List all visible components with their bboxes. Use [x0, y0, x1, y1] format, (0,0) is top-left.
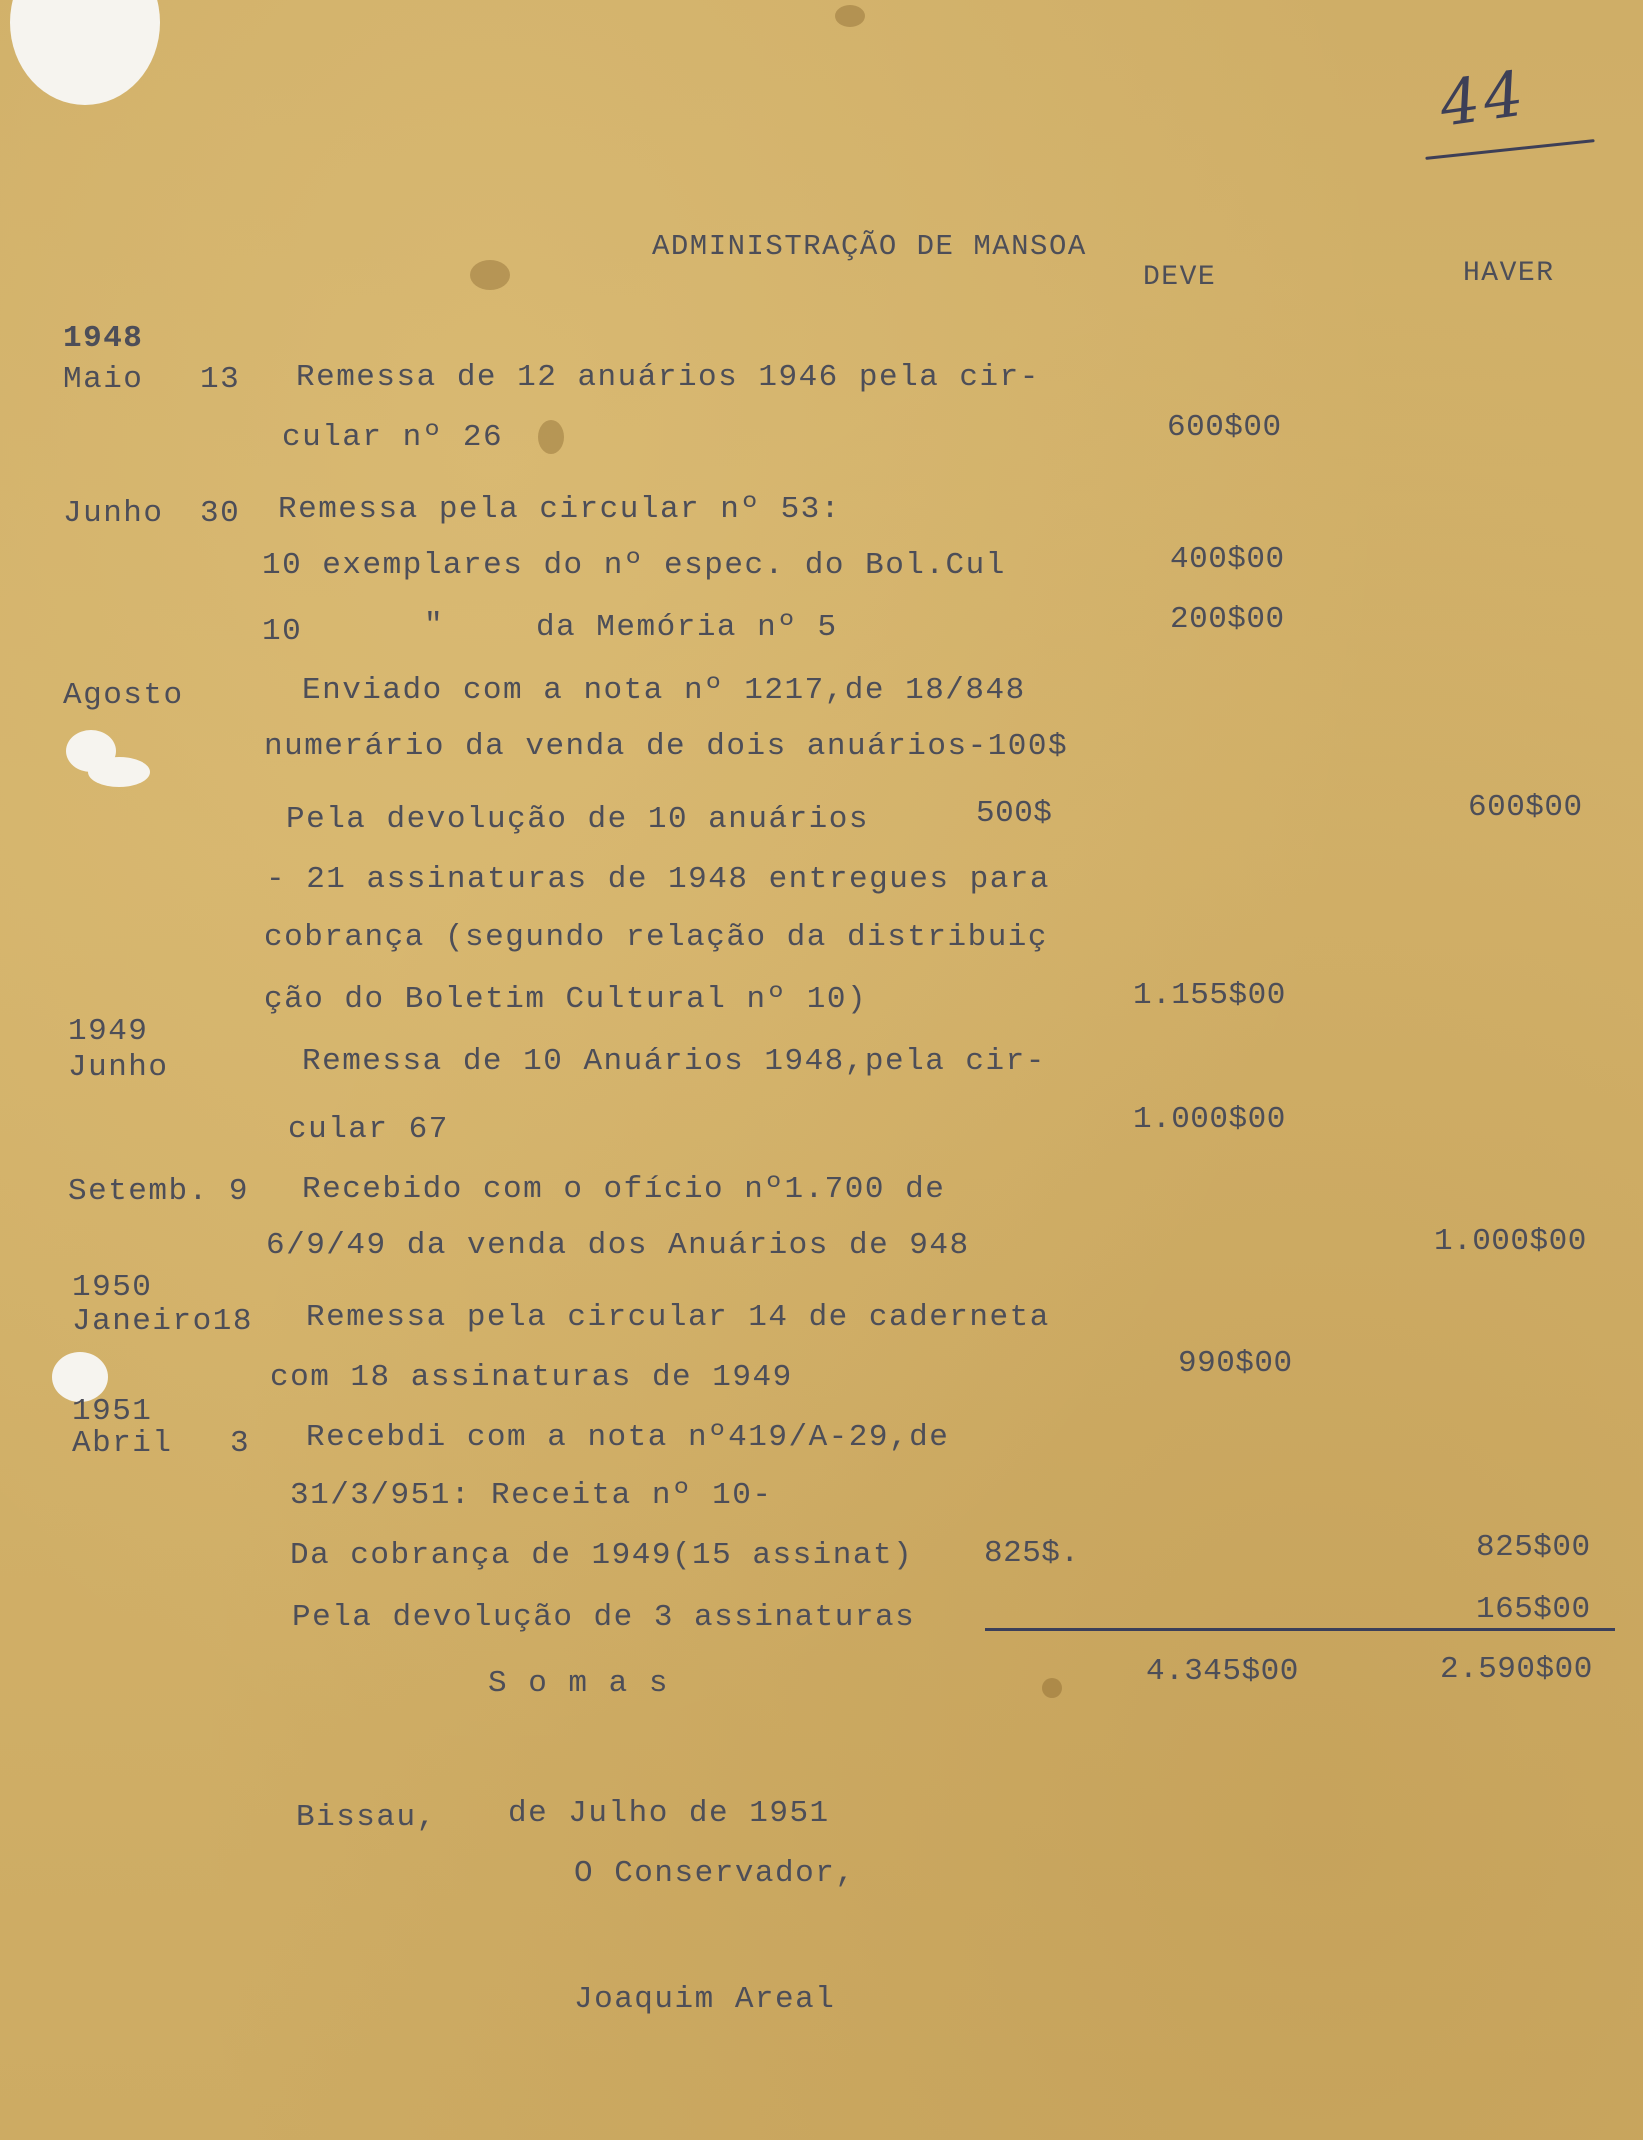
partial-amount: 825$.	[984, 1536, 1080, 1571]
entry-line: Remessa de 12 anuários 1946 pela cir-	[296, 360, 1040, 395]
entry-line: Recebdi com a nota nº419/A-29,de	[306, 1420, 950, 1455]
total-rule	[985, 1628, 1615, 1631]
entry-line: Remessa de 10 Anuários 1948,pela cir-	[302, 1044, 1046, 1079]
stain	[835, 5, 865, 27]
day-label: 13	[200, 362, 241, 397]
haver-amount: 165$00	[1476, 1592, 1591, 1627]
entry-line: cobrança (segundo relação da distribuiç	[264, 920, 1049, 955]
entry-line: Remessa pela circular 14 de caderneta	[306, 1300, 1050, 1335]
totals-label: S o m a s	[488, 1666, 669, 1701]
deve-amount: 400$00	[1170, 542, 1285, 577]
entry-line: Remessa pela circular nº 53:	[278, 492, 841, 527]
month-label: Maio	[63, 362, 144, 397]
role-label: O Conservador,	[574, 1856, 856, 1891]
folio-underline	[1425, 139, 1594, 160]
entry-line: 10	[262, 614, 303, 649]
year-label: 1949	[68, 1014, 149, 1049]
haver-amount: 1.000$00	[1434, 1224, 1587, 1259]
entry-line: com 18 assinaturas de 1949	[270, 1360, 793, 1395]
year-label: 1950	[72, 1270, 153, 1305]
month-label: Janeiro18	[72, 1304, 253, 1339]
place-label: Bissau,	[296, 1800, 437, 1835]
entry-line: Da cobrança de 1949(15 assinat)	[290, 1538, 914, 1573]
folio-number: 44	[1435, 56, 1532, 141]
entry-line: - 21 assinaturas de 1948 entregues para	[266, 862, 1051, 897]
deve-amount: 1.155$00	[1133, 978, 1286, 1013]
entry-line: Recebido com o ofício nº1.700 de	[302, 1172, 946, 1207]
haver-amount: 600$00	[1468, 790, 1583, 825]
column-header-haver: HAVER	[1463, 258, 1555, 289]
entry-line: 31/3/951: Receita nº 10-	[290, 1478, 773, 1513]
haver-amount: 825$00	[1476, 1530, 1591, 1565]
deve-amount: 1.000$00	[1133, 1102, 1286, 1137]
ditto-mark: "	[424, 608, 445, 643]
torn-hole	[88, 757, 150, 787]
year-label: 1948	[63, 321, 144, 356]
entry-line: da Memória nº 5	[536, 610, 838, 645]
date-label: de Julho de 1951	[508, 1796, 830, 1831]
stain	[1042, 1678, 1062, 1698]
year-label: 1951	[72, 1394, 153, 1429]
stain	[538, 420, 564, 454]
entry-line: Enviado com a nota nº 1217,de 18/848	[302, 673, 1026, 708]
document-title: ADMINISTRAÇÃO DE MANSOA	[652, 230, 1087, 263]
entry-line: cular nº 26	[282, 420, 504, 455]
month-label: Junho	[68, 1050, 169, 1085]
entry-line: Pela devolução de 3 assinaturas	[292, 1600, 916, 1635]
day-label: 3	[230, 1426, 251, 1461]
month-label: Junho	[63, 496, 164, 531]
entry-line: ção do Boletim Cultural nº 10)	[264, 982, 868, 1017]
deve-amount: 990$00	[1178, 1346, 1293, 1381]
month-label: Abril	[72, 1426, 173, 1461]
month-label: Agosto	[63, 678, 184, 713]
torn-corner	[10, 0, 160, 105]
entry-line: Pela devolução de 10 anuários	[286, 802, 869, 837]
partial-amount: 500$	[976, 796, 1053, 831]
entry-line: 6/9/49 da venda dos Anuários de 948	[266, 1228, 970, 1263]
deve-amount: 200$00	[1170, 602, 1285, 637]
stain	[470, 260, 510, 290]
haver-total: 2.590$00	[1440, 1652, 1593, 1687]
month-label: Setemb. 9	[68, 1174, 249, 1209]
signatory-name: Joaquim Areal	[574, 1982, 836, 2017]
deve-amount: 600$00	[1167, 410, 1282, 445]
entry-line: numerário da venda de dois anuários-100$	[264, 729, 1069, 764]
entry-line: cular 67	[288, 1112, 449, 1147]
column-header-deve: DEVE	[1143, 262, 1217, 293]
deve-total: 4.345$00	[1146, 1654, 1299, 1689]
day-label: 30	[200, 496, 241, 531]
entry-line: 10 exemplares do nº espec. do Bol.Cul	[262, 548, 1006, 583]
